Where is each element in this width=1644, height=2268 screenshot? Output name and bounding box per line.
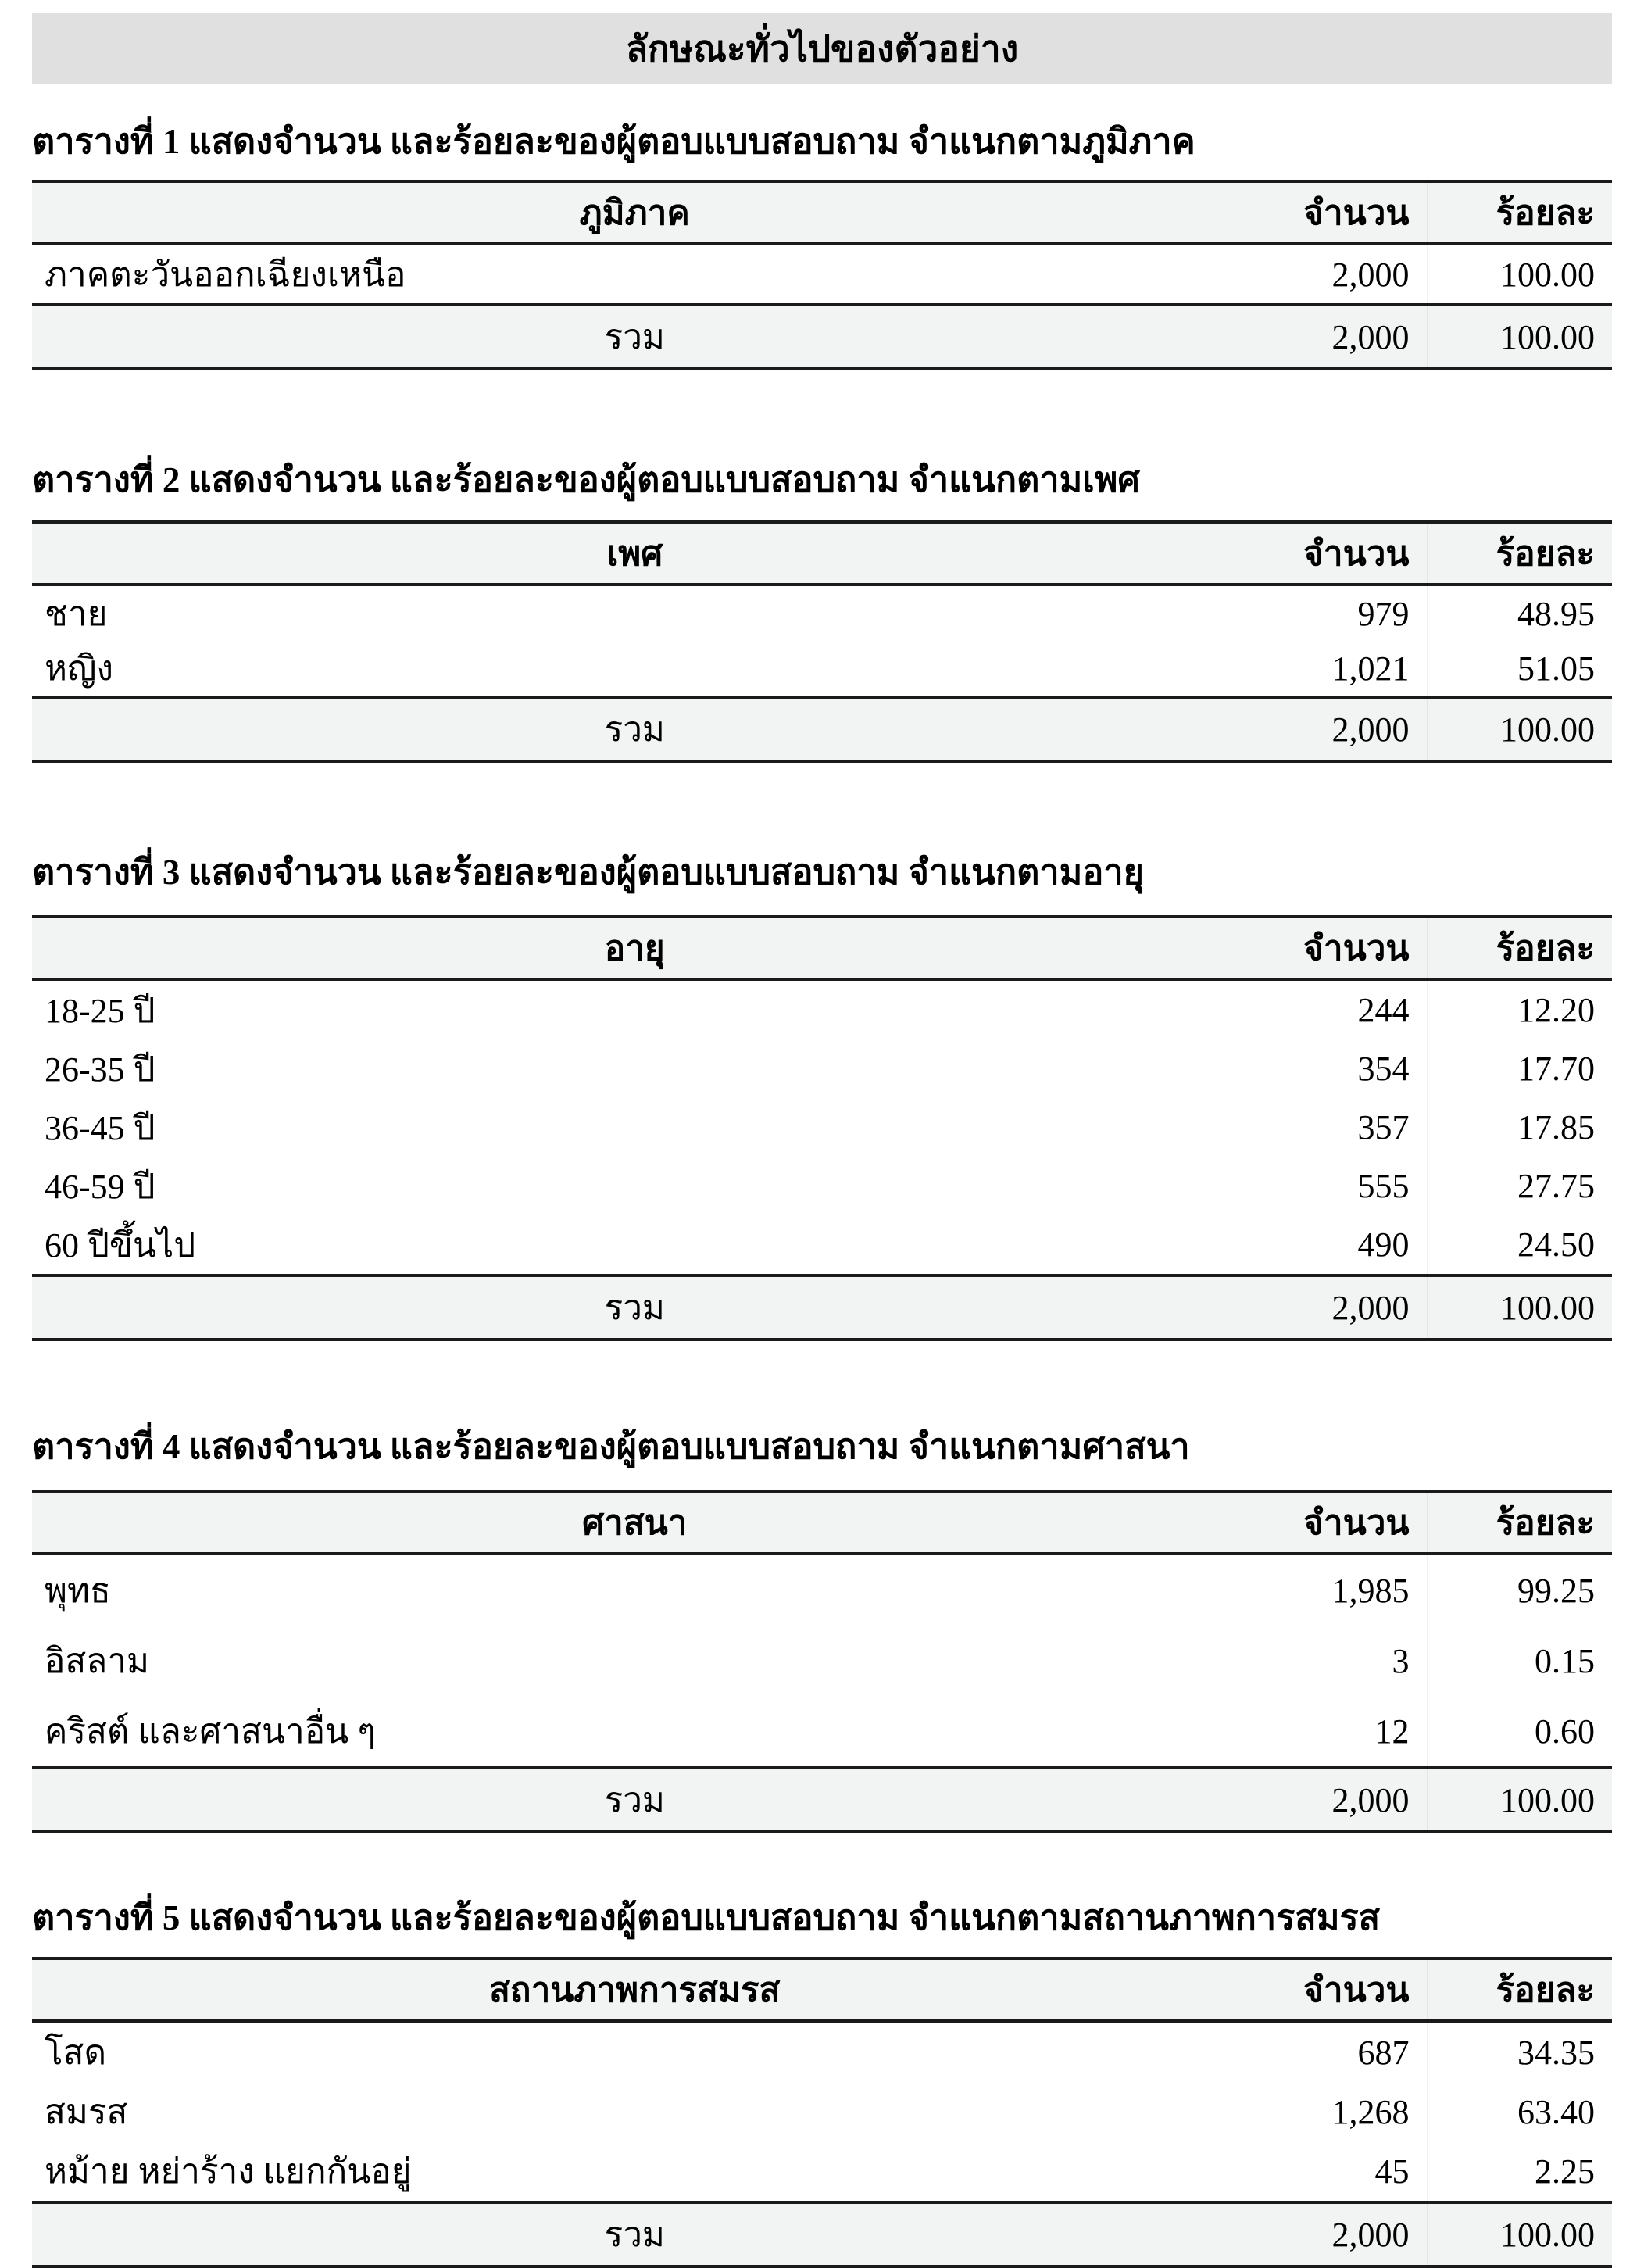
table-row xyxy=(32,1554,1612,1626)
count-cell: 555 xyxy=(1238,1157,1427,1215)
category-header-cell: สถานภาพการสมรส xyxy=(32,1959,1238,2021)
document-title-banner: ลักษณะทั่วไปของตัวอย่าง xyxy=(32,13,1612,84)
table-row xyxy=(32,1157,1612,1215)
total-count-cell: 2,000 xyxy=(1238,1768,1427,1832)
table-row xyxy=(32,1626,1612,1696)
percent-cell: 0.15 xyxy=(1427,1626,1612,1696)
count-cell: 354 xyxy=(1238,1039,1427,1098)
table-1-title: ตารางที่ 1 แสดงจำนวน และร้อยละของผู้ตอบแบบสอบถาม จำแนกตามภูมิภาค xyxy=(32,122,1195,161)
total-label-cell: รวม xyxy=(32,1275,1238,1340)
table-region xyxy=(32,180,1612,370)
count-cell: 687 xyxy=(1238,2021,1427,2082)
count-header-cell: จำนวน xyxy=(1238,917,1427,979)
count-header-cell: จำนวน xyxy=(1238,181,1427,244)
count-cell: 357 xyxy=(1238,1098,1427,1157)
percent-cell: 99.25 xyxy=(1427,1554,1612,1626)
total-count-cell: 2,000 xyxy=(1238,1275,1427,1340)
count-cell: 1,268 xyxy=(1238,2082,1427,2141)
table-row xyxy=(32,2082,1612,2141)
table-row xyxy=(32,641,1612,697)
table-row xyxy=(32,2021,1612,2082)
percent-cell: 63.40 xyxy=(1427,2082,1612,2141)
count-cell: 12 xyxy=(1238,1696,1427,1768)
table-row xyxy=(32,1039,1612,1098)
table-total-row xyxy=(32,305,1612,369)
table-age xyxy=(32,915,1612,1341)
table-total-row xyxy=(32,1768,1612,1832)
table-4-title: ตารางที่ 4 แสดงจำนวน และร้อยละของผู้ตอบแบบสอบถาม จำแนกตามศาสนา xyxy=(32,1427,1190,1466)
total-label-cell: รวม xyxy=(32,2202,1238,2266)
table-marital-status xyxy=(32,1957,1612,2268)
percent-cell: 12.20 xyxy=(1427,979,1612,1039)
table-religion xyxy=(32,1490,1612,1833)
percent-cell: 24.50 xyxy=(1427,1215,1612,1275)
table-header-row xyxy=(32,917,1612,979)
percent-header-cell: ร้อยละ xyxy=(1427,522,1612,585)
total-label-cell: รวม xyxy=(32,697,1238,761)
count-header-cell: จำนวน xyxy=(1238,1491,1427,1554)
count-cell: 490 xyxy=(1238,1215,1427,1275)
count-cell: 3 xyxy=(1238,1626,1427,1696)
percent-cell: 27.75 xyxy=(1427,1157,1612,1215)
document-page xyxy=(32,0,1612,2268)
count-cell: 2,000 xyxy=(1238,244,1427,305)
count-cell: 979 xyxy=(1238,585,1427,641)
percent-cell: 0.60 xyxy=(1427,1696,1612,1768)
percent-header-cell: ร้อยละ xyxy=(1427,917,1612,979)
category-cell: หญิง xyxy=(32,641,1238,697)
total-percent-cell: 100.00 xyxy=(1427,2202,1612,2266)
category-header-cell: ภูมิภาค xyxy=(32,181,1238,244)
category-header-cell: อายุ xyxy=(32,917,1238,979)
count-header-cell: จำนวน xyxy=(1238,522,1427,585)
table-3-title: ตารางที่ 3 แสดงจำนวน และร้อยละของผู้ตอบแบบสอบถาม จำแนกตามอายุ xyxy=(32,853,1144,892)
table-total-row xyxy=(32,1275,1612,1340)
percent-header-cell: ร้อยละ xyxy=(1427,1959,1612,2021)
category-cell: ชาย xyxy=(32,585,1238,641)
percent-cell: 2.25 xyxy=(1427,2141,1612,2202)
table-row xyxy=(32,244,1612,305)
category-cell: 60 ปีขึ้นไป xyxy=(32,1215,1238,1275)
category-cell: 18-25 ปี xyxy=(32,979,1238,1039)
total-label-cell: รวม xyxy=(32,305,1238,369)
table-row xyxy=(32,1215,1612,1275)
total-percent-cell: 100.00 xyxy=(1427,1275,1612,1340)
category-header-cell: ศาสนา xyxy=(32,1491,1238,1554)
percent-cell: 100.00 xyxy=(1427,244,1612,305)
category-cell: ภาคตะวันออกเฉียงเหนือ xyxy=(32,244,1238,305)
total-percent-cell: 100.00 xyxy=(1427,305,1612,369)
count-cell: 244 xyxy=(1238,979,1427,1039)
table-row xyxy=(32,2141,1612,2202)
category-cell: 26-35 ปี xyxy=(32,1039,1238,1098)
table-header-row xyxy=(32,522,1612,585)
table-header-row xyxy=(32,181,1612,244)
category-cell: 46-59 ปี xyxy=(32,1157,1238,1215)
total-percent-cell: 100.00 xyxy=(1427,1768,1612,1832)
percent-cell: 17.85 xyxy=(1427,1098,1612,1157)
table-header-row xyxy=(32,1491,1612,1554)
section-gender xyxy=(32,449,1612,763)
section-marital-status xyxy=(32,1887,1612,2268)
category-cell: หม้าย หย่าร้าง แยกกันอยู่ xyxy=(32,2141,1238,2202)
count-cell: 1,985 xyxy=(1238,1554,1427,1626)
percent-cell: 51.05 xyxy=(1427,641,1612,697)
table-gender xyxy=(32,520,1612,763)
category-header-cell: เพศ xyxy=(32,522,1238,585)
table-total-row xyxy=(32,2202,1612,2266)
count-cell: 45 xyxy=(1238,2141,1427,2202)
table-row xyxy=(32,1696,1612,1768)
table-header-row xyxy=(32,1959,1612,2021)
category-cell: อิสลาม xyxy=(32,1626,1238,1696)
table-row xyxy=(32,979,1612,1039)
category-cell: คริสต์ และศาสนาอื่น ๆ xyxy=(32,1696,1238,1768)
category-cell: พุทธ xyxy=(32,1554,1238,1626)
percent-header-cell: ร้อยละ xyxy=(1427,1491,1612,1554)
total-count-cell: 2,000 xyxy=(1238,2202,1427,2266)
count-header-cell: จำนวน xyxy=(1238,1959,1427,2021)
table-total-row xyxy=(32,697,1612,761)
table-row xyxy=(32,1098,1612,1157)
table-5-title: ตารางที่ 5 แสดงจำนวน และร้อยละของผู้ตอบแบบสอบถาม จำแนกตามสถานภาพการสมรส xyxy=(32,1898,1381,1937)
section-region xyxy=(32,110,1612,370)
total-count-cell: 2,000 xyxy=(1238,697,1427,761)
table-row xyxy=(32,585,1612,641)
count-cell: 1,021 xyxy=(1238,641,1427,697)
percent-cell: 48.95 xyxy=(1427,585,1612,641)
percent-header-cell: ร้อยละ xyxy=(1427,181,1612,244)
section-age xyxy=(32,841,1612,1341)
total-label-cell: รวม xyxy=(32,1768,1238,1832)
percent-cell: 34.35 xyxy=(1427,2021,1612,2082)
category-cell: โสด xyxy=(32,2021,1238,2082)
percent-cell: 17.70 xyxy=(1427,1039,1612,1098)
table-2-title: ตารางที่ 2 แสดงจำนวน และร้อยละของผู้ตอบแบบสอบถาม จำแนกตามเพศ xyxy=(32,460,1140,499)
total-count-cell: 2,000 xyxy=(1238,305,1427,369)
category-cell: สมรส xyxy=(32,2082,1238,2141)
section-religion xyxy=(32,1415,1612,1833)
category-cell: 36-45 ปี xyxy=(32,1098,1238,1157)
total-percent-cell: 100.00 xyxy=(1427,697,1612,761)
